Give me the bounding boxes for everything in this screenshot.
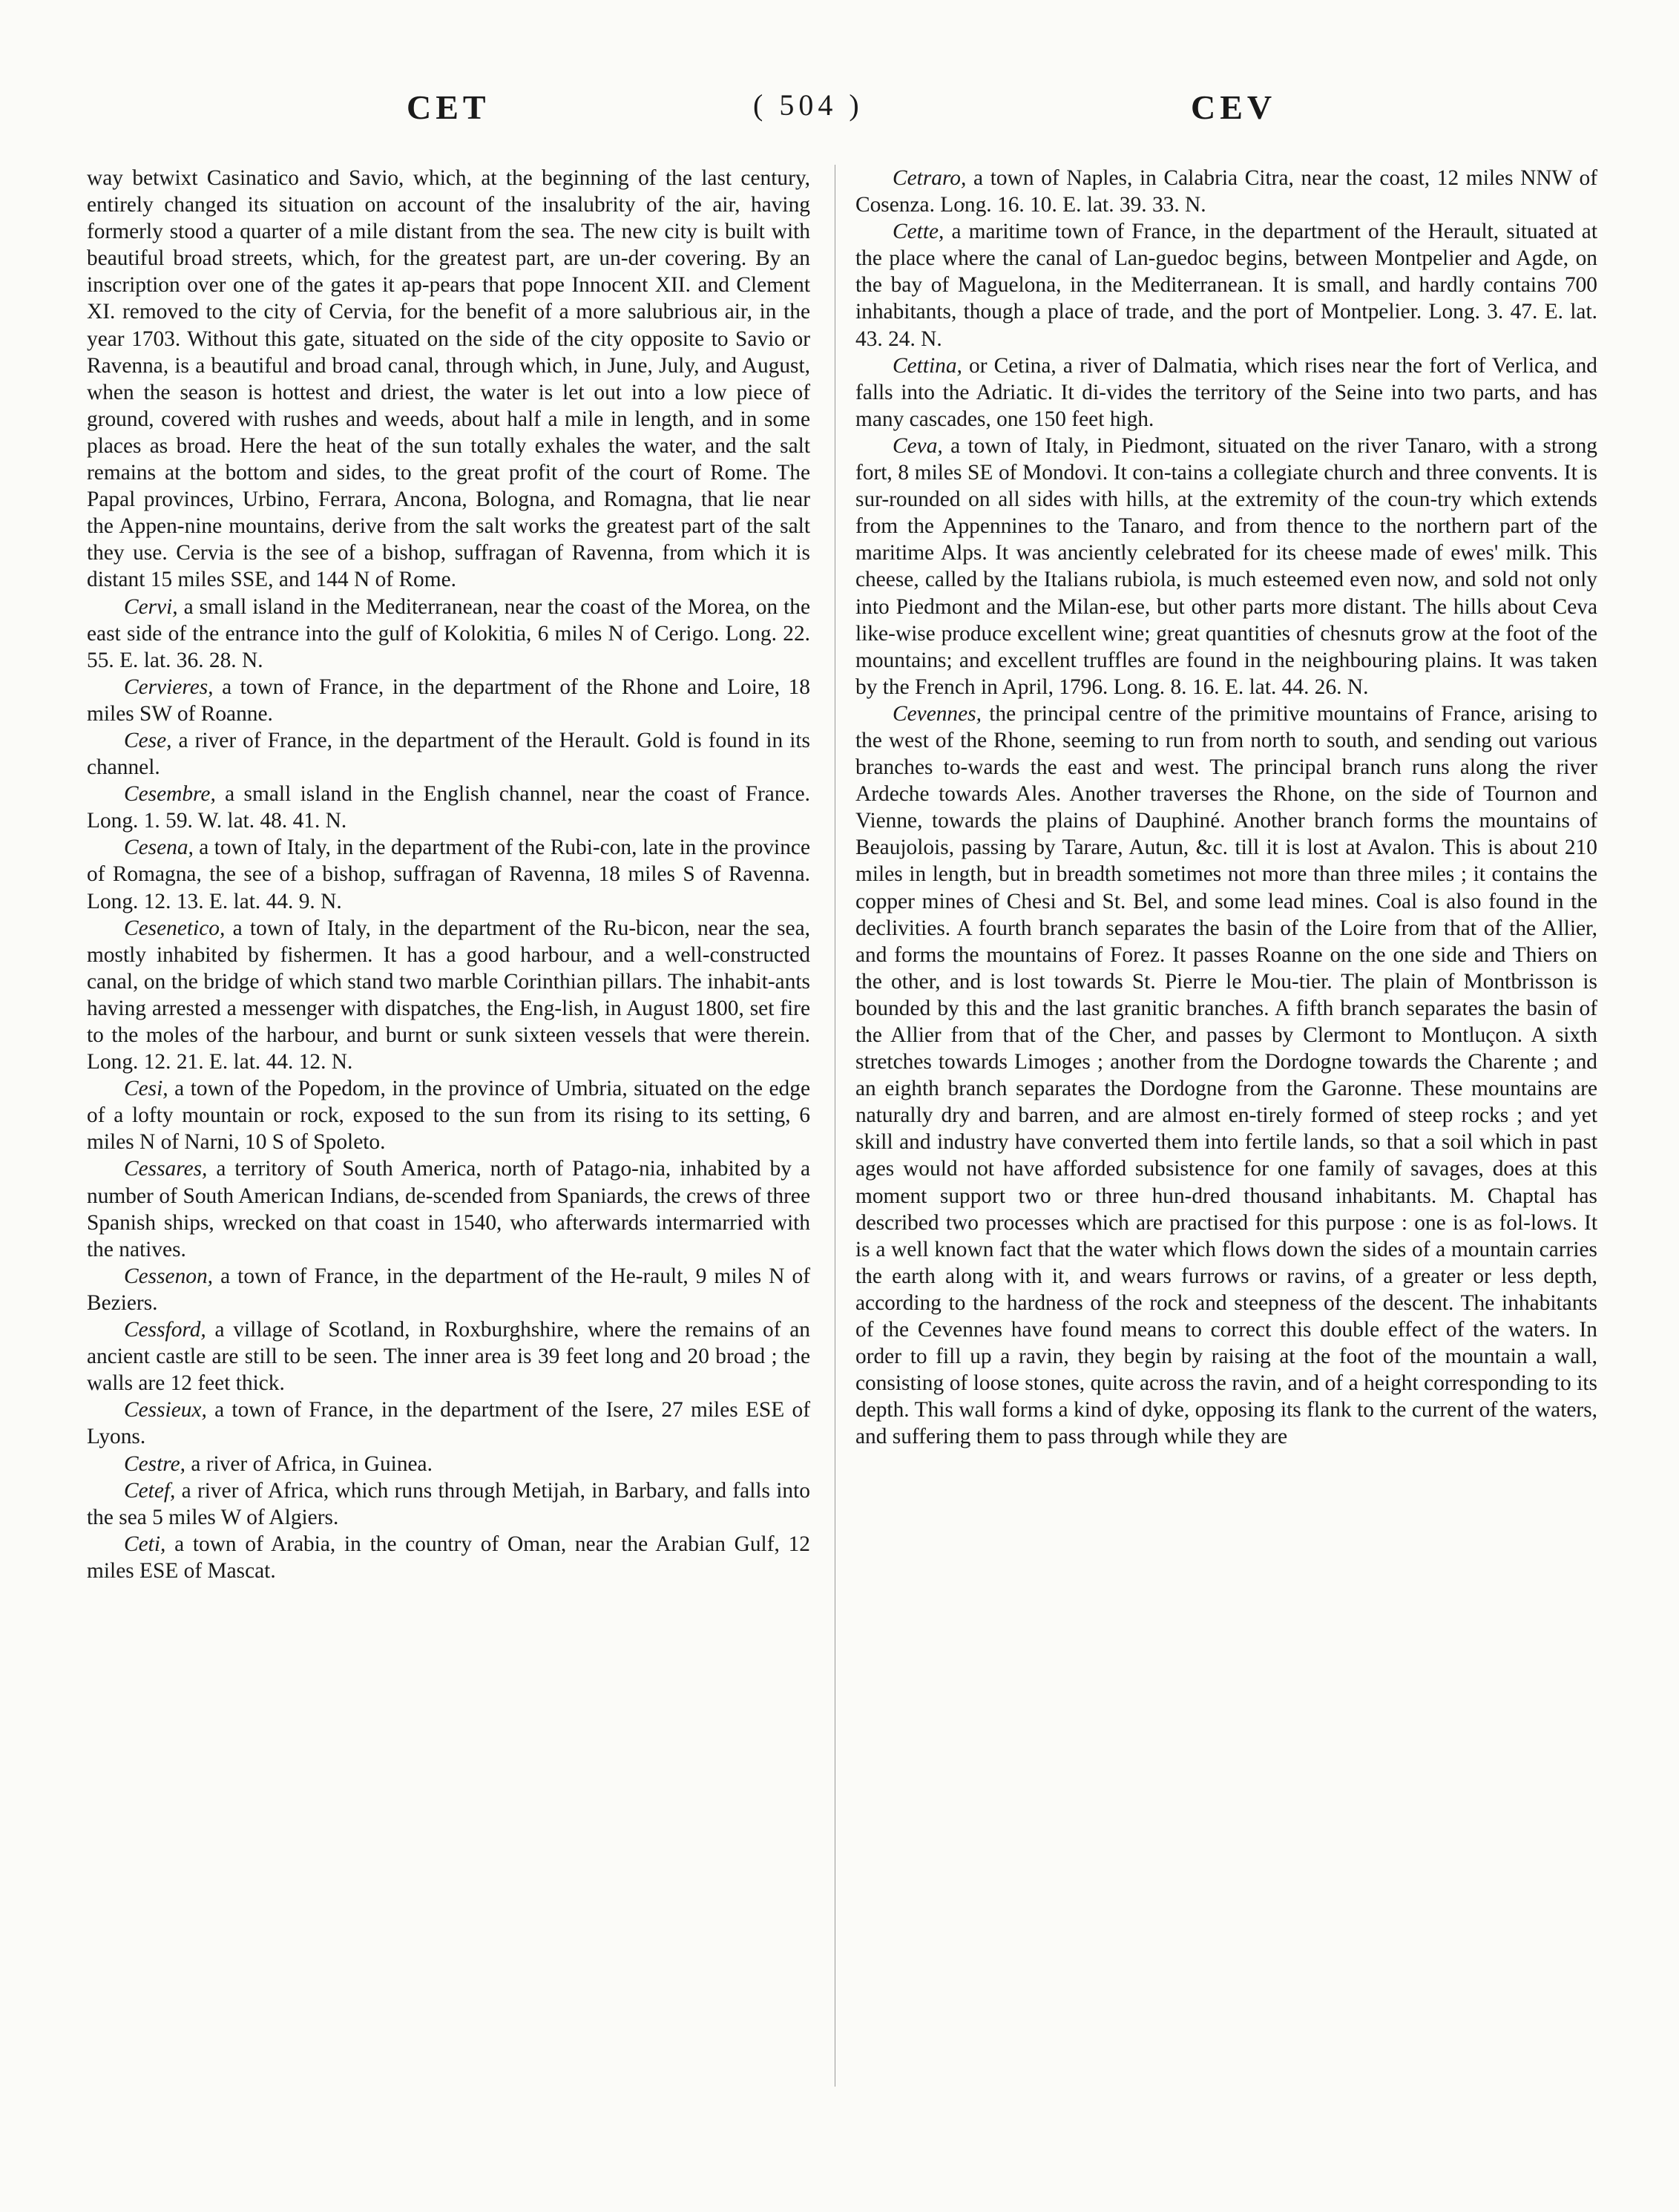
header-left-guide-word: CET <box>407 88 490 126</box>
entry <box>855 433 1597 700</box>
entry-text: a river of France, in the department of the Herault. Gold is found in its channel. <box>87 728 810 780</box>
entry <box>855 700 1597 1451</box>
entry-text: the principal centre of the primitive mountains of France, arising to the west of the Rhone, seeming to run from north to south, and sending out various branches to-wards the east and west. The principal branch runs along the river Ardeche towards Ales. Another traverses the Rhone, on the side of Tournon and Vienne, towards the plains of Dauphiné. Another branch forms the mountains of Beaujolois, passing by Tarare, Autun, &c. till it is lost at Avalon. This is about 210 miles in length, but in breadth sometimes not more than three miles ; it contains the copper mines of Chesi and St. Bel, and some lead mines. Coal is also found in the declivities. A fourth branch separates the basin of the Loire from that of the Allier, and forms the mountains of Forez. It passes Roanne on the one side and Thiers on the other, and is lost towards St. Pierre le Mou-tier. The plain of Montbrisson is bounded by this and the last granitic branches. A fifth branch separates the basin of the Allier from that of the Cher, and passes by Clermont to Montluçon. A sixth stretches towards Limoges ; another from the Dordogne towards the Charente ; and an eighth branch separates the Dordogne from the Garonne. These mountains are naturally dry and barren, and are almost en-tirely formed of steep rocks ; and yet skill and industry have converted them into fertile lands, so that a soil which in past ages would not have afforded subsistence for one family of savages, does at this moment support two or three hun-dred thousand inhabitants. M. Chaptal has described two processes which are practised for this purpose : one is as fol-lows. It is a well known fact that the water which flows down the sides of a mountain carries the earth along with it, and wears furrows or ravins, of a greater or less depth, according to the hardness of the rock and steepness of the descent. The inhabitants of the Cevennes have found means to correct this double effect of the waters. In order to fill up a ravin, they begin by raising at the foot of the mountain a wall, consisting of loose stones, quite across the ravin, and of a height corresponding to its depth. This wall forms a kind of dyke, opposing its flank to the current of the waters, and suffering them to pass through while they are <box>855 701 1597 1449</box>
entry-headword: Cesena, <box>124 836 194 860</box>
entry-text: way betwixt Casinatico and Savio, which, at the beginning of the last century, entirely changed its situation on account of the insalubrity of the air, having formerly stood a quarter of a mile distant from the sea. The new city is built with beautiful broad streets, which, for the greatest part, are un-der covering. By an inscription over one of the gates it ap-pears that pope Innocent XII. and Clement XI. removed to the city of Cervia, for the benefit of a more salubrious air, in the year 1703. Without this gate, situated on the side of the city opposite to Savio or Ravenna, is a beautiful and broad canal, through which, in June, July, and August, when the season is hottest and driest, the water is let out into a low piece of ground, covered with rushes and weeds, about half a mile in length, and in some places as broad. Here the heat of the sun totally exhales the water, and the salt remains at the bottom and sides, to the great profit of the court of Rome. The Papal provinces, Urbino, Ferrara, Ancona, Bologna, and Romagna, that lie near the Appen-nine mountains, derive from the salt works the greatest part of the salt they use. Cervia is the see of a bishop, suffragan of Ravenna, from which it is distant 15 miles SSE, and 144 N of Rome. <box>87 166 810 592</box>
entry-headword: Cessares, <box>124 1157 208 1181</box>
entry-headword: Cese, <box>124 728 172 752</box>
entry-text: a river of Africa, which runs through Metijah, in Barbary, and falls into the sea 5 miles W of Algiers. <box>87 1478 810 1529</box>
entry <box>87 834 810 914</box>
entry <box>87 1263 810 1316</box>
entry <box>855 165 1597 218</box>
entry-text: a town of Arabia, in the country of Oman, near the Arabian Gulf, 12 miles ESE of Mascat. <box>87 1532 810 1583</box>
entry-headword: Cesembre, <box>124 782 216 807</box>
entry-headword: Ceti, <box>124 1532 166 1556</box>
entry <box>87 1397 810 1450</box>
entry <box>87 1531 810 1584</box>
entry-text: a town of France, in the department of the Isere, 27 miles ESE of Lyons. <box>87 1398 810 1449</box>
entry <box>87 674 810 727</box>
entry-text: a territory of South America, north of Patago-nia, inhabited by a number of South American Indians, de-scended from Spaniards, the crews of three Spanish ships, wrecked on that coast in 1540, who afterwards intermarried with the natives. <box>87 1157 810 1261</box>
right-column <box>855 165 1597 1451</box>
entry-text: a town of Italy, in Piedmont, situated on the river Tanaro, with a strong fort, 8 miles SE of Mondovi. It con-tains a collegiate church and three convents. It is sur-rounded on all sides with hills, at the extremity of the coun-try which extends from the Appennines to the Tanaro, and from thence to the northern part of the maritime Alps. It was anciently celebrated for its cheese made of ewes' milk. This cheese, called by the Italians rubiola, is much esteemed even now, and sold not only into Piedmont and the Milan-ese, but other parts more distant. The hills about Ceva like-wise produce excellent wine; great quantities of chesnuts grow at the foot of the mountains; and excellent truffles are found in the neighbouring plains. It was taken by the French in April, 1796. Long. 8. 16. E. lat. 44. 26. N. <box>855 433 1597 699</box>
entry-headword: Cesi, <box>124 1077 168 1101</box>
entry-text: a town of Italy, in the department of the Rubi-con, late in the province of Romagna, the see of a bishop, suffragan of Ravenna, 18 miles S of Ravenna. Long. 12. 13. E. lat. 44. 9. N. <box>87 836 810 913</box>
entry-headword: Cestre, <box>124 1451 185 1476</box>
entry-headword: Cevennes, <box>893 701 982 726</box>
entry <box>855 218 1597 352</box>
entry-headword: Ceva, <box>893 433 943 458</box>
entry-headword: Cettina, <box>893 353 962 378</box>
entry-text: a small island in the Mediterranean, near the coast of the Morea, on the east side of the entrance into the gulf of Kolokitia, 6 miles N of Cerigo. Long. 22. 55. E. lat. 36. 28. N. <box>87 594 810 672</box>
running-header <box>0 88 1679 140</box>
entry-headword: Cetef, <box>124 1478 176 1503</box>
entry-text: a river of Africa, in Guinea. <box>185 1451 433 1476</box>
entry-text: a small island in the English channel, near the coast of France. Long. 1. 59. W. lat. 48. 41. N. <box>87 782 810 833</box>
entry-text: a village of Scotland, in Roxburghshire, where the remains of an ancient castle are still to be seen. The inner area is 39 feet long and 20 broad ; the walls are 12 feet thick. <box>87 1318 810 1396</box>
entry-headword: Cervi, <box>124 594 178 619</box>
entry-text: a town of France, in the department of the Rhone and Loire, 18 miles SW of Roanne. <box>87 675 810 726</box>
entry <box>87 1451 810 1477</box>
header-right-guide-word: CEV <box>1191 88 1277 126</box>
entry <box>87 165 810 594</box>
entry-text: a town of France, in the department of the He-rault, 9 miles N of Beziers. <box>87 1264 810 1315</box>
entry-text: a town of Naples, in Calabria Citra, near the coast, 12 miles NNW of Cosenza. Long. 16. 10. E. lat. 39. 33. N. <box>855 166 1597 217</box>
entry <box>87 594 810 674</box>
page-number: ( 504 ) <box>753 88 864 122</box>
entry-headword: Cessenon, <box>124 1264 214 1288</box>
entry <box>855 352 1597 433</box>
entry-text: a maritime town of France, in the department of the Herault, situated at the place where the canal of Lan-guedoc begins, between Montpelier and Agde, on the bay of Maguelona, in the Mediterranean. It is small, and hardly contains 700 inhabitants, though a place of trade, and the port of Montpelier. Long. 3. 47. E. lat. 43. 24. N. <box>855 220 1597 351</box>
entry-headword: Cervieres, <box>124 675 214 699</box>
entry-headword: Cetraro, <box>893 166 967 190</box>
entry <box>87 1316 810 1397</box>
entry <box>87 781 810 834</box>
entry-text: or Cetina, a river of Dalmatia, which rises near the fort of Verlica, and falls into the Adriatic. It di-vides the territory of the Seine into two parts, and has many cascades, one 150 feet high. <box>855 353 1597 431</box>
entry <box>87 727 810 781</box>
entry <box>87 1477 810 1531</box>
entry <box>87 1155 810 1262</box>
entry-headword: Cette, <box>893 220 944 244</box>
entry-headword: Cessieux, <box>124 1398 207 1422</box>
entry <box>87 1075 810 1155</box>
entry-headword: Cesenetico, <box>124 916 226 940</box>
left-column <box>87 165 810 1584</box>
entry <box>87 915 810 1076</box>
entry-text: a town of the Popedom, in the province of Umbria, situated on the edge of a lofty mountain or rock, exposed to the sun from its rising to its setting, 6 miles N of Narni, 10 S of Spoleto. <box>87 1077 810 1155</box>
entry-text: a town of Italy, in the department of the Ru-bicon, near the sea, mostly inhabited by fishermen. It has a good harbour, and a well-constructed canal, on the bridge of which stand two marble Corinthian pillars. The inhabit-ants having arrested a messenger with dispatches, the Eng-lish, in August 1800, set fire to the moles of the harbour, and burnt or sunk sixteen vessels that were therein. Long. 12. 21. E. lat. 44. 12. N. <box>87 916 810 1074</box>
entry-headword: Cessford, <box>124 1318 206 1342</box>
